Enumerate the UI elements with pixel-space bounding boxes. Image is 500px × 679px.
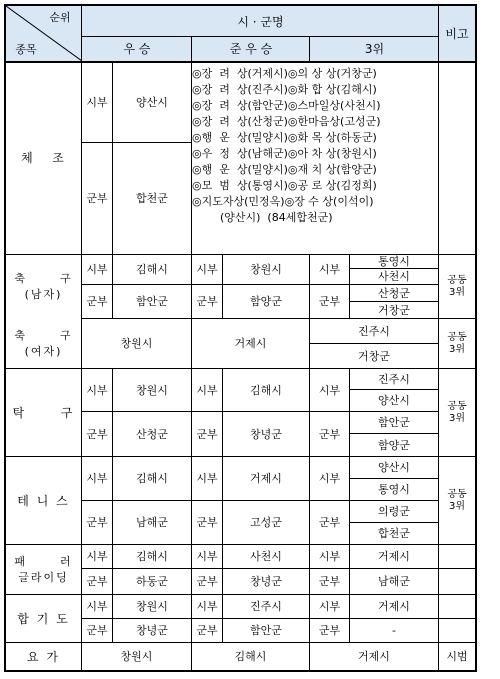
runnerup-value: 창원시 <box>250 263 282 276</box>
div-label: 군부 <box>86 516 108 529</box>
winner-value: 창원시 <box>120 650 153 663</box>
div-label: 시부 <box>196 472 218 485</box>
div-label: 군부 <box>86 427 108 441</box>
runnerup-value: 사천시 <box>250 550 282 563</box>
winner-value: 산청군 <box>136 427 168 441</box>
note-value: 공동 3위 <box>447 274 467 298</box>
third-value: 거제시 <box>358 650 390 663</box>
div-label: 시부 <box>318 383 341 397</box>
div-label: 군부 <box>318 575 341 588</box>
col-runnerup: 준 우 승 <box>229 42 273 56</box>
runnerup-value: 창녕군 <box>250 575 282 588</box>
div-label: 군부 <box>196 575 218 588</box>
div-label: 시부 <box>196 263 218 276</box>
winner-value: 창원시 <box>136 600 168 613</box>
runnerup-value: 함안군 <box>250 624 282 637</box>
third-value: 통영시 <box>378 255 410 268</box>
div-label: 군부 <box>196 516 218 529</box>
third-value: 거창군 <box>358 349 390 363</box>
div-label: 시부 <box>86 383 108 397</box>
div-label: 군부 <box>196 295 218 308</box>
div-label: 시부 <box>318 472 341 485</box>
third-value: 거제시 <box>378 550 410 563</box>
award-line: (양산시) (84세합천군) <box>192 211 333 224</box>
event-tennis: 테 니 스 <box>17 493 70 508</box>
gym-awards-list <box>192 66 477 226</box>
third-value: 양산시 <box>378 394 410 407</box>
div-label: 군부 <box>86 624 108 637</box>
div-label: 군부 <box>86 295 108 308</box>
third-value: 함안군 <box>378 416 410 429</box>
third-value: 남해군 <box>378 575 410 588</box>
note-value: 시범 <box>446 650 468 663</box>
div-label: 시부 <box>318 600 341 613</box>
third-value: 진주시 <box>378 372 410 386</box>
runnerup-value: 함양군 <box>250 295 282 308</box>
event-soccer-women: 축 구 (여자) <box>14 328 73 358</box>
div-label: 군부 <box>318 427 341 441</box>
winner-value: 김해시 <box>136 550 168 563</box>
event-paragliding: 패 러 글라이딩 <box>14 554 73 584</box>
third-value: 합천군 <box>378 527 410 540</box>
div-label: 시부 <box>86 550 108 563</box>
div-label: 군부 <box>318 295 341 308</box>
award-line: ◎장 려 상(거제시)◎의 상 상(거창군) <box>192 67 377 80</box>
third-value: 의령군 <box>378 505 410 518</box>
runnerup-value: 거제시 <box>234 337 267 350</box>
third-value: 사천시 <box>378 270 410 283</box>
div-label: 시부 <box>318 263 341 276</box>
note-value: 공동 3위 <box>447 400 467 424</box>
winner-value: 함안군 <box>136 295 168 308</box>
winner-value: 창원시 <box>136 383 168 397</box>
note-label: 비고 <box>445 26 469 41</box>
div-label: 군부 <box>196 427 218 441</box>
div-label: 시부 <box>86 600 108 613</box>
event-table-tennis: 탁 구 <box>12 405 75 420</box>
runnerup-value: 고성군 <box>250 516 282 529</box>
div-label: 시부 <box>318 550 341 563</box>
group-title: 시 · 군명 <box>237 15 284 29</box>
note-value: 공동 3위 <box>447 488 467 512</box>
gym-si-label: 시부 <box>86 95 108 109</box>
award-line: ◎지도자상(민정옥)◎장 수 상(이석이) <box>192 195 374 208</box>
rank-label: 순위 <box>49 10 71 24</box>
div-label: 시부 <box>196 383 218 397</box>
third-value: 진주시 <box>358 324 390 338</box>
div-label: 시부 <box>86 472 108 485</box>
gym-gun-label: 군부 <box>86 192 108 205</box>
runnerup-value: 진주시 <box>250 600 282 613</box>
winner-value: 창원시 <box>120 337 153 350</box>
third-value: 거제시 <box>378 600 410 613</box>
div-label: 군부 <box>318 516 341 529</box>
winner-value: 김해시 <box>136 263 168 276</box>
event-gymnastics: 체 조 <box>21 151 66 165</box>
div-label: 시부 <box>196 600 218 613</box>
event-hapkido: 합 기 도 <box>17 611 70 626</box>
runnerup-value: 김해시 <box>234 650 267 663</box>
award-line: ◎장 려 상(진주시)◎화 합 상(김해시) <box>192 83 377 96</box>
award-line: ◎행 운 상(밀양시)◎재 치 상(함양군) <box>192 163 377 176</box>
col-third: 3위 <box>364 42 385 56</box>
winner-value: 남해군 <box>136 516 168 529</box>
event-yoga: 요 가 <box>27 649 60 664</box>
col-winner: 우 승 <box>123 42 151 56</box>
runnerup-value: 창녕군 <box>250 427 282 441</box>
div-label: 시부 <box>196 550 218 563</box>
event-label: 종목 <box>15 42 37 56</box>
event-soccer-men: 축 구 (남자) <box>14 271 73 301</box>
div-label: 시부 <box>86 263 108 276</box>
winner-value: 창녕군 <box>136 624 168 637</box>
award-line: ◎장 려 상(함안군)◎스마일상(사천시) <box>192 99 381 112</box>
runnerup-value: 거제시 <box>250 472 282 485</box>
third-value: 통영시 <box>378 483 410 496</box>
note-value: 공동 3위 <box>447 331 467 355</box>
third-value: 함양군 <box>378 438 410 452</box>
gym-gun-winner: 합천군 <box>136 192 168 205</box>
third-value: 거창군 <box>378 303 410 317</box>
third-value: 산청군 <box>378 286 410 300</box>
third-value: - <box>392 624 396 637</box>
winner-value: 하동군 <box>136 575 168 588</box>
award-line: ◎우 정 상(남해군)◎아 차 상(창원시) <box>192 147 377 160</box>
gym-si-winner: 양산시 <box>136 95 168 109</box>
winner-value: 김해시 <box>136 472 168 485</box>
award-line: ◎행 운 상(밀양시)◎화 목 상(하동군) <box>192 131 377 144</box>
div-label: 군부 <box>196 624 218 637</box>
div-label: 군부 <box>86 575 108 588</box>
runnerup-value: 김해시 <box>250 383 282 397</box>
div-label: 군부 <box>318 624 341 637</box>
award-line: ◎장 려 상(산청군)◎한마음상(고성군) <box>192 115 381 128</box>
third-value: 양산시 <box>378 461 410 474</box>
award-line: ◎모 범 상(통영시)◎공 로 상(김정희) <box>192 179 377 192</box>
